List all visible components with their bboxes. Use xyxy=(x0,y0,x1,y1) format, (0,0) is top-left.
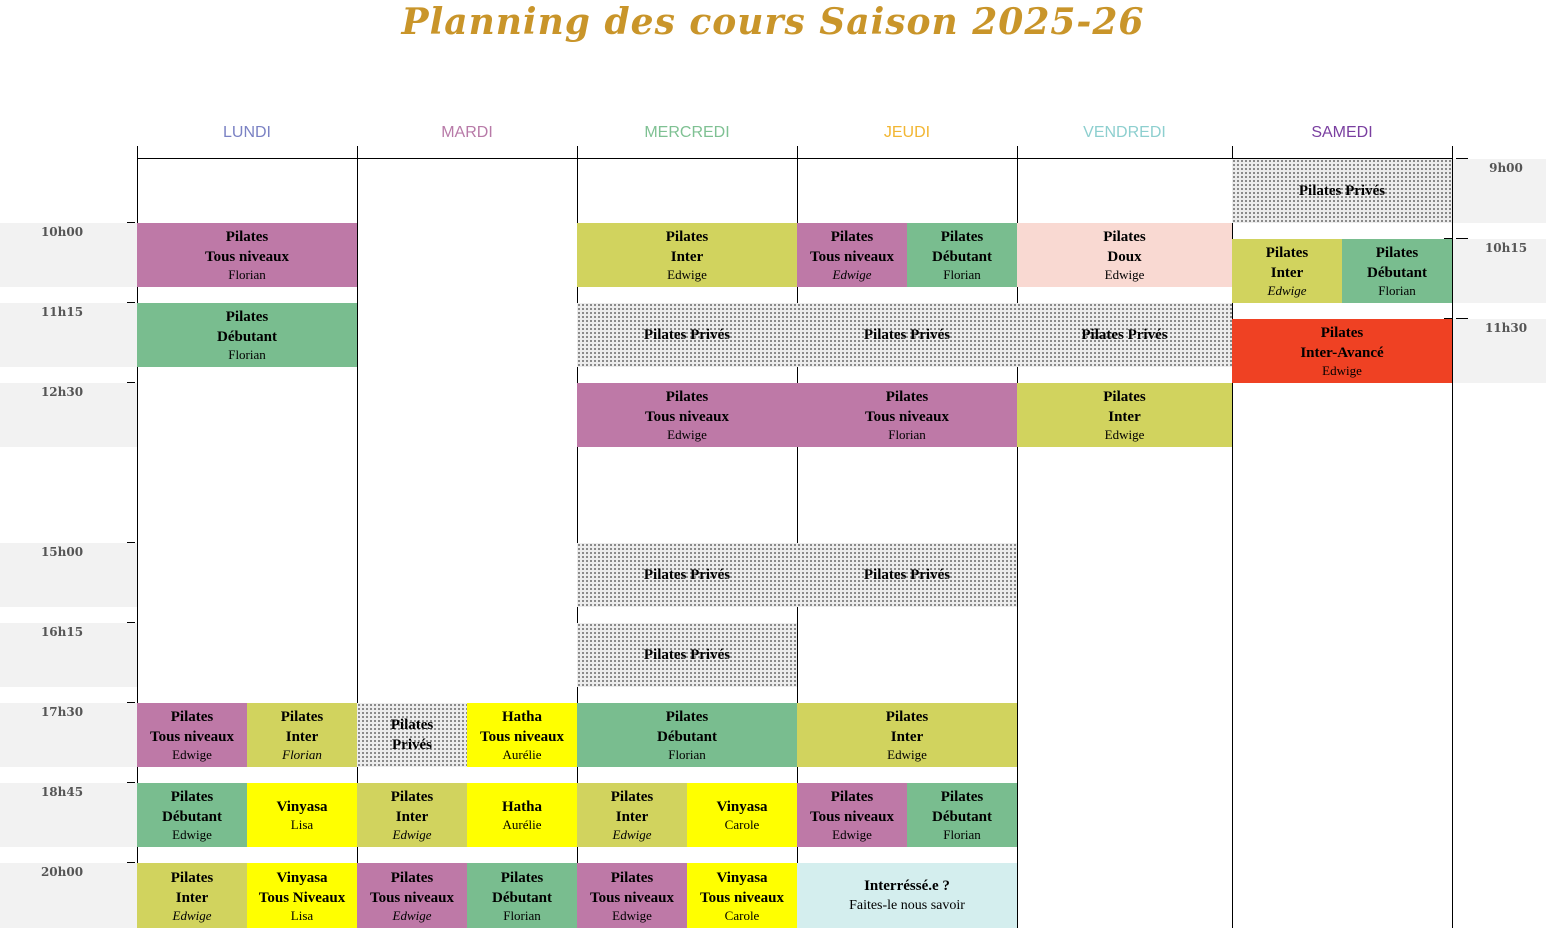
time-label: 11h30 xyxy=(1484,321,1528,335)
class-cell-ven-1000[interactable] xyxy=(1017,223,1232,287)
class-cell-jeu-1230[interactable] xyxy=(797,383,1017,447)
class-name: Pilates xyxy=(830,789,874,805)
class-cell-lun-1730a[interactable] xyxy=(137,703,247,767)
class-cell-mer-1230[interactable] xyxy=(577,383,797,447)
class-level: Débutant xyxy=(491,889,552,906)
class-name: Pilates xyxy=(665,229,709,245)
time-label: 11h15 xyxy=(40,305,84,319)
class-name: Pilates Privés xyxy=(643,647,731,663)
class-cell-ven-1230[interactable] xyxy=(1017,383,1232,447)
instructor-name: Aurélie xyxy=(502,817,542,832)
time-tick xyxy=(127,222,135,223)
day-header-samedi: SAMEDI xyxy=(1311,124,1373,141)
instructor-name: Florian xyxy=(228,347,266,362)
class-level: Inter xyxy=(1270,265,1304,281)
instructor-name: Edwige xyxy=(172,827,212,842)
day-header-mardi: MARDI xyxy=(441,124,493,141)
class-level: Doux xyxy=(1107,249,1142,265)
class-cell-mar-2000b[interactable] xyxy=(467,863,577,928)
class-level: Tous niveaux xyxy=(204,249,290,265)
instructor-name: Edwige xyxy=(612,907,652,923)
time-label: 15h00 xyxy=(40,545,84,559)
class-name: Pilates xyxy=(225,309,269,325)
time-tick xyxy=(1456,158,1468,159)
class-cell-mer-1845b[interactable] xyxy=(687,783,797,847)
class-level: Tous niveaux xyxy=(149,729,235,745)
class-name: Pilates xyxy=(280,709,324,725)
time-tick xyxy=(127,302,135,303)
class-level: Débutant xyxy=(656,729,717,745)
class-name: Pilates xyxy=(665,389,709,405)
class-cell-lun-1115[interactable] xyxy=(137,303,357,367)
time-tick xyxy=(1456,238,1468,239)
class-cell-sam-1015b[interactable] xyxy=(1342,239,1452,303)
class-name: Hatha xyxy=(501,799,542,815)
class-name: Pilates xyxy=(390,717,434,733)
class-name: Pilates Privés xyxy=(643,327,731,343)
instructor-name: Edwige xyxy=(172,747,212,762)
class-cell-lun-2000a[interactable] xyxy=(137,863,247,928)
class-level: Débutant xyxy=(1366,265,1427,281)
class-name: Pilates xyxy=(1103,389,1146,405)
class-name: Pilates xyxy=(390,869,434,886)
class-cell-mer-2000b[interactable] xyxy=(687,863,797,928)
class-level: Inter-Avancé xyxy=(1300,345,1384,361)
instructor-name: Edwige xyxy=(392,827,432,842)
class-level: Tous niveaux xyxy=(699,889,785,906)
class-cell-jeu-1500[interactable] xyxy=(797,543,1017,607)
class-name: Pilates xyxy=(170,869,214,886)
class-level: Débutant xyxy=(216,329,277,345)
class-cell-jeu-1845a[interactable] xyxy=(797,783,907,847)
instructor-name: Edwige xyxy=(1104,267,1145,282)
class-level: Tous niveaux xyxy=(809,249,895,265)
class-level: Tous niveaux xyxy=(644,409,730,425)
instructor-name: Florian xyxy=(503,907,541,923)
time-tick xyxy=(127,622,135,623)
class-name: Pilates Privés xyxy=(643,567,731,583)
time-label: 20h00 xyxy=(40,865,84,879)
class-cell-mer-1615[interactable] xyxy=(577,623,797,687)
class-cell-mar-1730a[interactable] xyxy=(357,703,467,767)
class-level: Tous niveaux xyxy=(479,729,565,745)
class-cell-lun-1845b[interactable] xyxy=(247,783,357,847)
class-level: Débutant xyxy=(931,249,992,265)
class-cell-lun-1730b[interactable] xyxy=(247,703,357,767)
class-name: Pilates xyxy=(940,789,984,805)
class-cell-lun-1845a[interactable] xyxy=(137,783,247,847)
class-level: Tous Niveaux xyxy=(258,889,346,906)
time-label: 10h00 xyxy=(40,225,84,239)
instructor-name: Edwige xyxy=(667,267,707,282)
class-name: Pilates xyxy=(830,229,874,245)
class-name: Vinyasa xyxy=(716,869,768,886)
instructor-name: Florian xyxy=(1378,283,1416,298)
instructor-name: Florian xyxy=(282,747,322,762)
class-name: Pilates xyxy=(390,789,434,805)
instructor-name: Carole xyxy=(724,817,760,832)
instructor-name: Aurélie xyxy=(502,747,542,762)
class-level: Débutant xyxy=(161,809,222,825)
class-name: Pilates xyxy=(170,789,214,805)
class-name: Pilates Privés xyxy=(863,327,951,343)
class-name: Pilates xyxy=(170,709,214,725)
class-cell-mer-2000a[interactable] xyxy=(577,863,687,928)
class-cell-sam-1130[interactable] xyxy=(1232,319,1452,383)
instructor-name: Edwige xyxy=(1104,427,1145,442)
time-tick xyxy=(127,782,135,783)
class-name: Pilates xyxy=(1320,325,1364,341)
time-tick xyxy=(127,542,135,543)
time-label: 12h30 xyxy=(40,385,84,399)
class-name: Pilates xyxy=(1265,245,1309,261)
class-level: Faites-le nous savoir xyxy=(849,897,965,913)
class-cell-mar-2000a[interactable] xyxy=(357,863,467,928)
time-tick xyxy=(127,702,135,703)
class-cell-mar-1845a[interactable] xyxy=(357,783,467,847)
class-level: Privés xyxy=(392,737,432,753)
class-level: Inter xyxy=(285,729,319,745)
class-cell-jeu-1845b[interactable] xyxy=(907,783,1017,847)
instructor-name: Edwige xyxy=(172,907,212,923)
class-cell-lun-1000[interactable] xyxy=(137,223,357,287)
time-tick xyxy=(127,382,135,383)
class-cell-jeu-1000a[interactable] xyxy=(797,223,907,287)
instructor-name: Lisa xyxy=(290,907,314,923)
class-name: Pilates Privés xyxy=(1081,327,1168,343)
time-label: 17h30 xyxy=(40,705,84,719)
instructor-name: Edwige xyxy=(832,827,872,842)
class-name: Vinyasa xyxy=(276,869,328,886)
class-level: Tous niveaux xyxy=(589,889,675,906)
class-name: Pilates xyxy=(225,229,269,245)
instructor-name: Florian xyxy=(943,827,981,842)
instructor-name: Lisa xyxy=(290,817,314,832)
class-level: Inter xyxy=(175,889,209,906)
time-tick xyxy=(127,862,135,863)
time-label: 9h00 xyxy=(1489,161,1523,175)
class-level: Inter xyxy=(615,809,649,825)
class-level: Inter xyxy=(1108,409,1141,425)
class-cell-mer-1845a[interactable] xyxy=(577,783,687,847)
class-cell-jeu-1115[interactable] xyxy=(797,303,1017,367)
class-name: Pilates xyxy=(940,229,984,245)
class-cell-mar-1845b[interactable] xyxy=(467,783,577,847)
class-name: Pilates xyxy=(885,709,929,725)
class-name: Pilates xyxy=(1375,245,1419,261)
class-level: Tous niveaux xyxy=(369,889,455,906)
class-cell-jeu-2000[interactable] xyxy=(797,863,1017,928)
instructor-name: Florian xyxy=(943,267,981,282)
column-divider xyxy=(1452,146,1453,928)
day-header-vendredi: VENDREDI xyxy=(1083,124,1166,141)
class-level: Inter xyxy=(890,729,924,745)
class-cell-lun-2000b[interactable] xyxy=(247,863,357,928)
instructor-name: Edwige xyxy=(667,427,707,442)
time-label: 10h15 xyxy=(1484,241,1528,255)
instructor-name: Edwige xyxy=(1322,363,1362,378)
class-cell-mer-1115[interactable] xyxy=(577,303,797,367)
instructor-name: Edwige xyxy=(887,747,927,762)
time-label: 16h15 xyxy=(40,625,84,639)
instructor-name: Edwige xyxy=(612,827,652,842)
class-cell-sam-0900[interactable] xyxy=(1232,159,1452,223)
day-header-lundi: LUNDI xyxy=(222,124,271,141)
class-cell-mer-1730[interactable] xyxy=(577,703,797,767)
instructor-name: Carole xyxy=(724,907,760,923)
class-name: Pilates xyxy=(610,789,654,805)
page-title: Planning des cours Saison 2025-26 xyxy=(401,1,1145,43)
class-cell-ven-1115[interactable] xyxy=(1017,303,1232,367)
class-name: Pilates xyxy=(610,869,654,886)
class-name: Pilates xyxy=(885,389,929,405)
class-cell-sam-1015a[interactable] xyxy=(1232,239,1342,303)
class-name: Pilates Privés xyxy=(1298,183,1386,199)
class-cell-mer-1500[interactable] xyxy=(577,543,797,607)
class-level: Tous niveaux xyxy=(809,809,895,825)
day-header-mercredi: MERCREDI xyxy=(644,124,730,141)
class-name: Hatha xyxy=(501,709,542,725)
instructor-name: Florian xyxy=(668,747,706,762)
class-name: Pilates xyxy=(665,709,709,725)
class-name: Vinyasa xyxy=(716,799,768,815)
class-name: Pilates xyxy=(1103,229,1146,245)
class-level: Débutant xyxy=(931,809,992,825)
class-cell-mar-1730b[interactable] xyxy=(467,703,577,767)
class-level: Tous niveaux xyxy=(864,409,950,425)
instructor-name: Florian xyxy=(228,267,266,282)
class-cell-jeu-1000b[interactable] xyxy=(907,223,1017,287)
instructor-name: Edwige xyxy=(1267,283,1307,298)
class-level: Inter xyxy=(670,249,704,265)
class-cell-mer-1000[interactable] xyxy=(577,223,797,287)
time-tick xyxy=(1456,318,1468,319)
day-header-jeudi: JEUDI xyxy=(883,124,931,141)
class-cell-jeu-1730[interactable] xyxy=(797,703,1017,767)
class-name: Pilates Privés xyxy=(863,567,951,583)
class-name: Vinyasa xyxy=(276,799,328,815)
instructor-name: Florian xyxy=(888,427,926,442)
class-name: Interréssé.e ? xyxy=(864,877,950,894)
instructor-name: Edwige xyxy=(392,907,432,923)
time-label: 18h45 xyxy=(40,785,84,799)
class-level: Inter xyxy=(395,809,429,825)
class-name: Pilates xyxy=(500,869,544,886)
instructor-name: Edwige xyxy=(832,267,872,282)
